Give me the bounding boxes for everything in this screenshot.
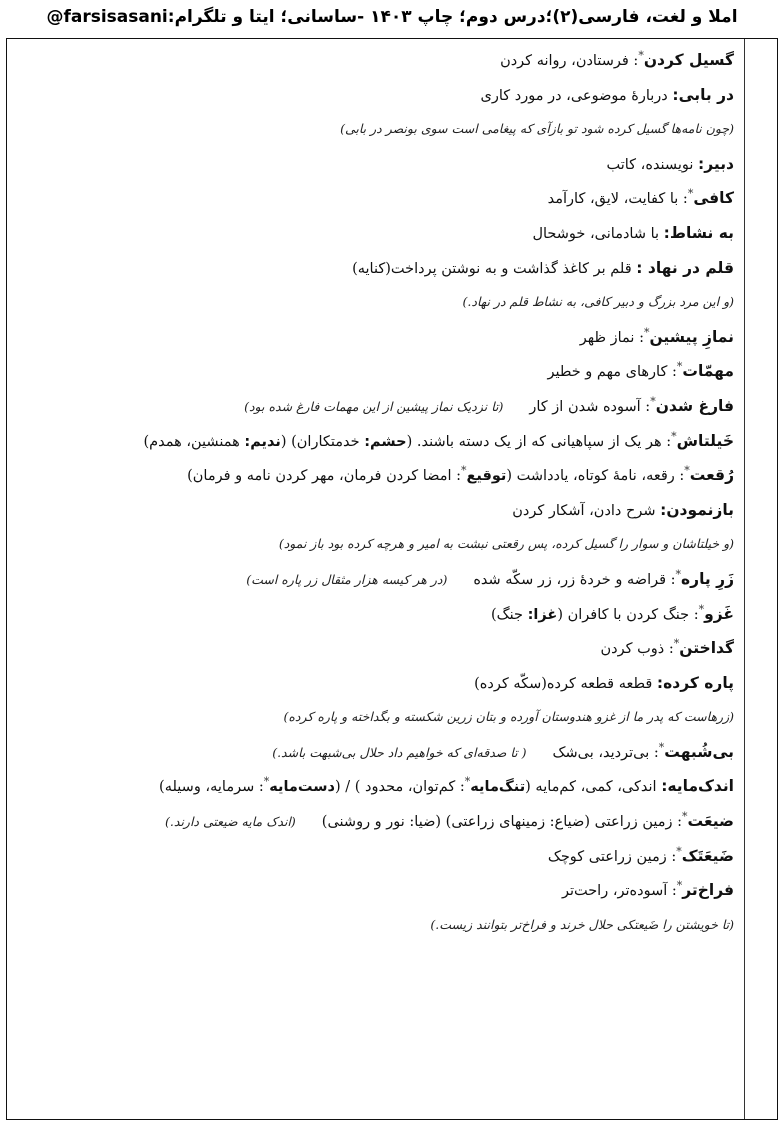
vocab-term: بی‌شُبهت: [664, 742, 734, 761]
vocab-definition: : بی‌تردید، بی‌شک: [552, 744, 659, 761]
vocab-entry: [17, 424, 734, 459]
star-mark: *: [638, 49, 644, 63]
related-term: تنگ‌مایه: [470, 779, 526, 796]
paren-close: ): [159, 779, 165, 796]
example-sentence: (و خیلتاشان و سوار را گسیل کرده، پس رقعتی نبشت به امیر و هرچه کرده بود باز نمود): [278, 536, 734, 552]
vocab-definition: : قراضه و خردهٔ زر، زر سکّه شده: [473, 571, 676, 588]
vocab-term: غَزو: [704, 604, 734, 623]
vocab-definition: : فرستادن، روانه کردن: [500, 53, 639, 69]
star-mark: *: [676, 844, 682, 858]
vocab-entry: [17, 769, 734, 804]
vocab-definition: : زمین زراعتی (ضیاع: زمینهای زراعتی) (ضیا: نور و روشنی): [321, 814, 683, 831]
vocab-entry: [17, 666, 734, 701]
vocab-term: فراخ‌تر: [682, 881, 734, 900]
star-mark: *: [673, 637, 680, 651]
example-sentence: (اندک مایه ضیعتی دارند.): [165, 814, 296, 830]
star-mark: *: [684, 464, 690, 478]
vocab-term: فارغ شدن: [655, 396, 734, 415]
page-title: املا و لغت، فارسی(۲)؛درس دوم؛ چاپ ۱۴۰۳ -ساسانی؛ ایتا و تلگرام:farsisasani@: [46, 7, 738, 27]
vocab-entry: [17, 597, 734, 632]
related-term: ندیم:: [244, 433, 281, 450]
related-term: دست‌مایه: [269, 779, 335, 796]
vocab-entry: [17, 562, 734, 597]
example-sentence: (زرهاست که پدر ما از غزو هندوستان آورده و بتان زرین شکسته و بگداخته و پاره کرده): [283, 709, 734, 725]
vocab-term: کافی: [693, 189, 734, 208]
paren-close: ): [187, 468, 193, 485]
related-definition: همنشین، همدم: [149, 433, 245, 450]
vocab-term: اندک‌مایه:: [661, 777, 734, 796]
vocab-term: خَیلتاش: [676, 431, 734, 450]
vocab-definition: : جنگ کردن با کافران: [567, 606, 699, 623]
vocab-definition: : رقعه، نامهٔ کوتاه، یادداشت: [516, 468, 685, 485]
vocab-entry: [17, 320, 734, 355]
vocab-term: زَرِ پاره: [681, 569, 734, 588]
vocab-definition: قطعه قطعه کرده(سکّه کرده): [474, 675, 657, 692]
vocab-definition: : زمین زراعتی کوچک: [547, 848, 677, 865]
vocab-term: نمازِ پیشین: [649, 327, 734, 346]
vocab-definition: قلم بر کاغذ گذاشت و به نوشتن پرداخت(کنایه): [352, 260, 637, 277]
vocab-definition: با شادمانی، خوشحال: [532, 225, 664, 242]
paren-open: (: [280, 433, 292, 450]
vocab-definition: : هر یک از سپاهیانی که از یک دسته باشند.: [416, 433, 672, 450]
vocab-entry: [17, 735, 734, 770]
related-definition: جنگ: [496, 606, 528, 623]
margin-column: [744, 39, 777, 1119]
star-mark: *: [650, 395, 656, 409]
related-definition: : کم‌توان، محدود: [365, 779, 465, 796]
example-sentence: (تا خویشتن را ضَیعتکی حلال خرند و فراخ‌تر بتوانند زیست.): [430, 916, 734, 932]
vocab-definition: دربارهٔ موضوعی، در مورد کاری: [480, 87, 673, 104]
vocab-term: ضَیعَتَک: [681, 846, 734, 865]
vocab-definition: نویسنده، کاتب: [606, 156, 699, 173]
paren-close: ): [491, 606, 497, 623]
vocab-definition: : آسوده شدن از کار: [529, 398, 651, 415]
vocabulary-list: [7, 39, 744, 1119]
vocab-entry: [17, 631, 734, 666]
star-mark: *: [263, 775, 270, 789]
star-mark: *: [676, 360, 683, 374]
vocab-definition: : ذوب کردن: [600, 641, 674, 658]
vocab-definition: : کارهای مهم و خطیر: [547, 364, 677, 381]
vocab-entry: [17, 43, 734, 78]
vocab-entry: [17, 181, 734, 216]
example-sentence: ( تا صدقه‌ای که خواهیم داد حلال بی‌شبهت باشد.): [272, 744, 527, 760]
vocab-definition: شرح دادن، آشکار کردن: [512, 502, 661, 519]
related-definition: خدمتکاران: [296, 433, 365, 450]
star-mark: *: [658, 741, 665, 755]
star-mark: *: [698, 602, 705, 616]
star-mark: *: [682, 810, 688, 824]
vocab-term: مهمّات: [682, 362, 734, 381]
paren-close: ): [291, 433, 297, 450]
star-mark: *: [687, 187, 694, 201]
vocabulary-table: [6, 38, 778, 1120]
vocab-term: پاره کرده:: [656, 673, 734, 692]
vocab-term: گداختن: [679, 639, 734, 658]
related-term: غزا:: [527, 606, 558, 623]
vocab-definition: اندکی، کمی، کم‌مایه: [535, 779, 662, 796]
vocab-term: بازنمودن:: [660, 500, 734, 519]
star-mark: *: [464, 775, 471, 789]
vocab-entry: [17, 216, 734, 251]
vocab-entry: [17, 147, 734, 182]
vocab-entry: [17, 839, 734, 874]
paren-close: ): [143, 433, 150, 450]
vocab-entry: [17, 78, 734, 113]
star-mark: *: [671, 429, 677, 443]
example-sentence: (تا نزدیک نماز پیشین از این مهمات فارغ شده بود): [244, 398, 504, 414]
example-sentence: (در هر کیسه هزار مثقال زر پاره است): [246, 571, 448, 587]
vocab-term: در بابی:: [672, 85, 734, 104]
paren-open: (: [557, 606, 568, 623]
related-term: حشم:: [364, 433, 407, 450]
example-sentence: (و این مرد بزرگ و دبیر کافی، به نشاط قلم در نهاد.): [462, 294, 734, 310]
vocab-entry: [17, 873, 734, 908]
paren-close: ) /: [340, 779, 366, 796]
paren-open: (: [406, 433, 417, 450]
vocab-entry: [17, 354, 734, 389]
related-term: توقیع: [466, 468, 507, 485]
paren-open: (: [334, 779, 341, 796]
star-mark: *: [461, 464, 467, 478]
star-mark: *: [675, 568, 682, 582]
star-mark: *: [643, 325, 650, 339]
vocab-term: رُقعت: [689, 466, 734, 485]
vocab-entry: [17, 251, 734, 286]
star-mark: *: [676, 879, 683, 893]
related-definition: : سرمایه، وسیله: [164, 779, 264, 796]
vocab-entry: [17, 804, 734, 839]
related-definition: : امضا کردن فرمان، مهر کردن نامه و فرمان: [192, 468, 462, 485]
vocab-entry: [17, 493, 734, 528]
vocab-definition: : نماز ظهر: [579, 329, 644, 346]
paren-open: (: [525, 779, 536, 796]
vocab-term: قلم در نهاد :: [636, 258, 734, 277]
vocab-term: دبیر:: [698, 154, 734, 173]
vocab-definition: : آسوده‌تر، راحت‌تر: [561, 883, 677, 900]
example-sentence: (چون نامه‌ها گسیل کرده شود تو بازآی که پیغامی است سوی بونصر در بابی): [340, 121, 734, 137]
vocab-definition: : با کفایت، لایق، کارآمد: [547, 191, 688, 208]
vocab-entry: [17, 458, 734, 493]
vocab-entry: [17, 389, 734, 424]
vocab-term: ضیعَت: [687, 812, 734, 831]
vocab-term: گسیل کردن: [643, 51, 734, 69]
vocab-term: به نشاط:: [663, 223, 734, 242]
paren-open: (: [506, 468, 517, 485]
